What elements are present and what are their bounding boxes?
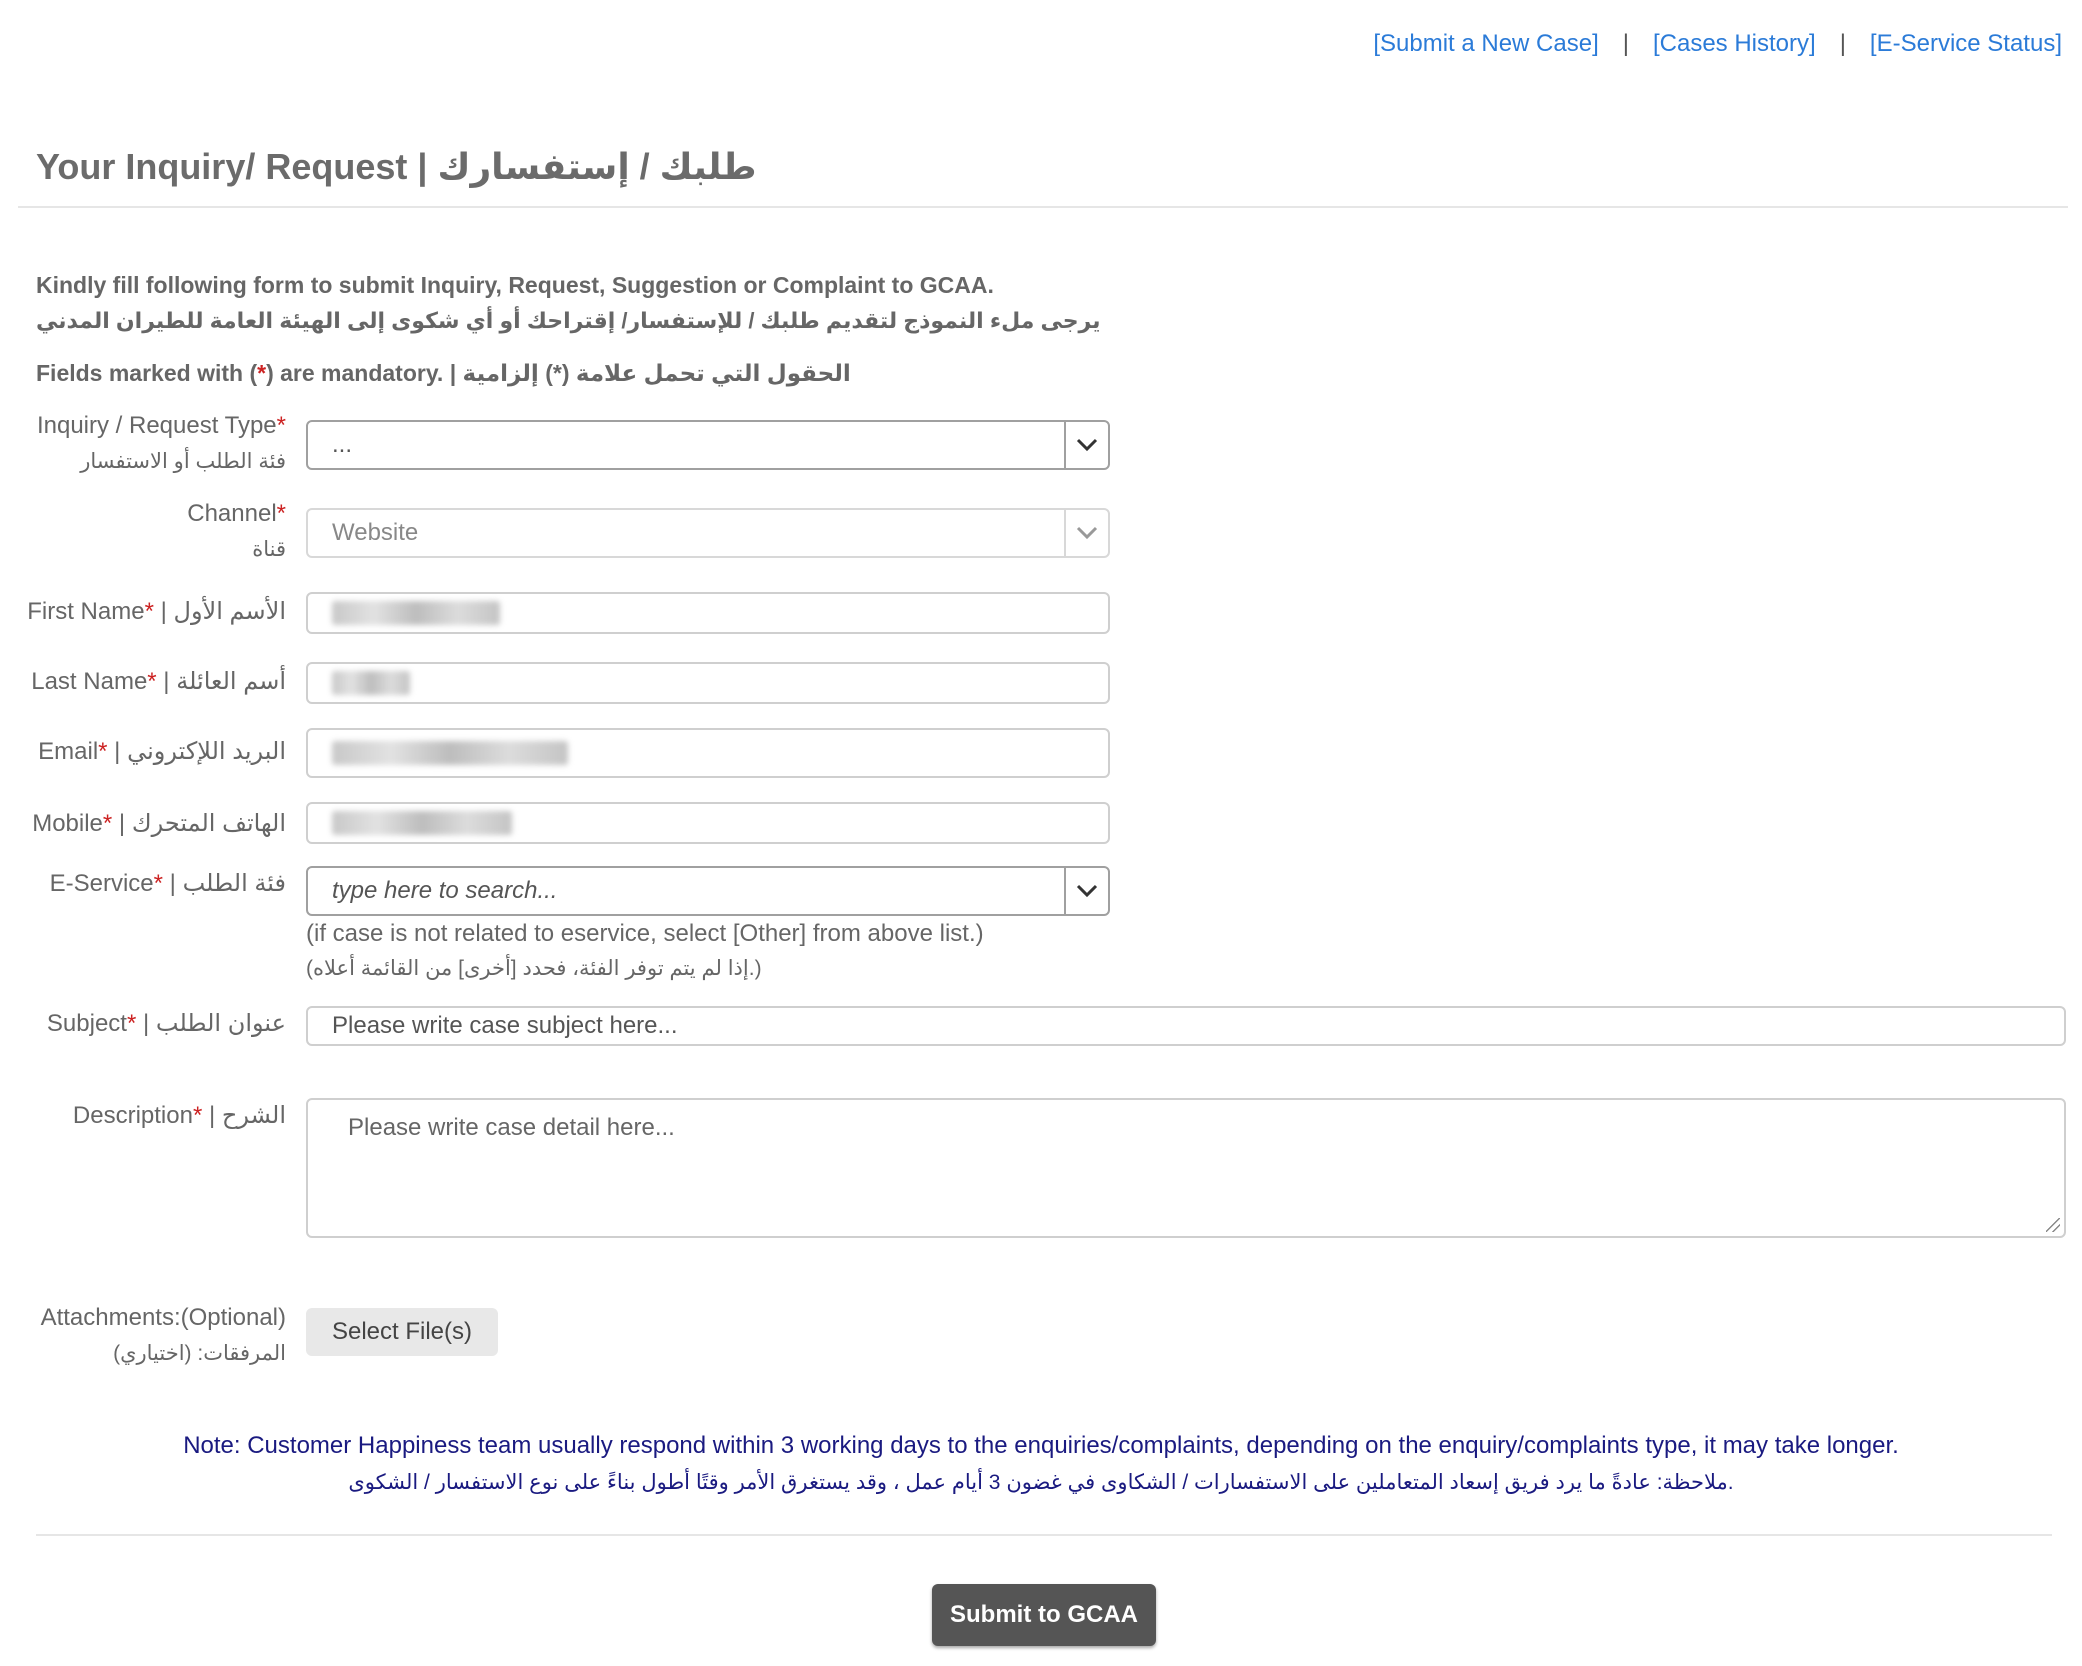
redacted-value — [332, 601, 500, 625]
description-textarea[interactable]: Please write case detail here... — [306, 1098, 2066, 1238]
type-label: Inquiry / Request Type* فئة الطلب أو الاستفسار — [36, 412, 286, 473]
subject-label: Subject* | عنوان الطلب — [46, 1010, 286, 1037]
channel-select: Website — [306, 508, 1110, 558]
channel-label: Channel* قناة — [187, 500, 286, 561]
title-divider — [18, 206, 2068, 208]
required-star: * — [257, 360, 267, 386]
email-input[interactable] — [306, 728, 1110, 778]
chevron-down-icon — [1064, 510, 1108, 556]
eservice-hint-en: (if case is not related to eservice, select [Other] from above list.) — [306, 920, 984, 947]
description-label: Description* | الشرح — [72, 1102, 286, 1129]
attachments-label: Attachments:(Optional) المرفقات: (اختياري) — [40, 1304, 286, 1365]
nav-separator: | — [1839, 30, 1846, 57]
eservice-label: E-Service* | فئة الطلب — [49, 870, 286, 897]
cases-history-link[interactable]: [Cases History] — [1652, 30, 1816, 57]
mandatory-note-post: ) are mandatory. | الحقول التي تحمل علامة (*) إلزامية — [266, 360, 851, 386]
nav-separator: | — [1622, 30, 1629, 57]
eservice-status-link[interactable]: [E-Service Status] — [1869, 30, 2062, 57]
resize-handle-icon[interactable] — [2046, 1218, 2060, 1232]
last-name-label: Last Name* | أسم العائلة — [31, 668, 286, 695]
select-files-button[interactable]: Select File(s) — [306, 1308, 498, 1356]
mobile-input[interactable] — [306, 802, 1110, 844]
mobile-label: Mobile* | الهاتف المتحرك — [32, 810, 286, 837]
redacted-value — [332, 811, 512, 835]
subject-input[interactable]: Please write case subject here... — [306, 1006, 2066, 1046]
chevron-down-icon — [1064, 868, 1108, 914]
request-type-select[interactable]: ... — [306, 420, 1110, 470]
first-name-input[interactable] — [306, 592, 1110, 634]
intro-text-en: Kindly fill following form to submit Inquiry, Request, Suggestion or Complaint to GCAA. — [36, 272, 994, 298]
footer-divider — [36, 1534, 2052, 1536]
submit-button[interactable]: Submit to GCAA — [932, 1584, 1156, 1646]
mandatory-note — [36, 360, 851, 387]
response-time-note-en: Note: Customer Happiness team usually respond within 3 working days to the enquiries/complaints, depending on the enquiry/complaints type, it may take longer. — [183, 1432, 1899, 1459]
eservice-search-select[interactable]: type here to search... — [306, 866, 1110, 916]
response-time-note-ar: ملاحظة: عادةً ما يرد فريق إسعاد المتعاملين على الاستفسارات / الشكاوى في غضون 3 أيام عمل ، وقد يستغرق الأمر وقتًا أطول بناءً على نوع الاستفسار / الشكوى. — [348, 1471, 1734, 1494]
first-name-label: First Name* | الأسم الأول — [27, 598, 286, 625]
top-nav — [1373, 30, 2062, 58]
redacted-value — [332, 741, 568, 765]
last-name-input[interactable] — [306, 662, 1110, 704]
mandatory-note-pre: Fields marked with ( — [36, 360, 258, 386]
page-title: Your Inquiry/ Request | طلبك / إستفسارك — [36, 146, 757, 187]
intro-text-ar: يرجى ملء النموذج لتقديم طلبك / للإستفسار/ إقتراحك أو أي شكوى إلى الهيئة العامة للطيران المدني — [36, 308, 1101, 333]
eservice-hint-ar: (إذا لم يتم توفر الفئة، فحدد [أخرى] من القائمة أعلاه.) — [306, 957, 762, 980]
chevron-down-icon — [1064, 422, 1108, 468]
submit-new-case-link[interactable]: [Submit a New Case] — [1373, 30, 1599, 57]
email-label: Email* | البريد اللإكتروني — [38, 738, 286, 765]
redacted-value — [332, 671, 410, 695]
